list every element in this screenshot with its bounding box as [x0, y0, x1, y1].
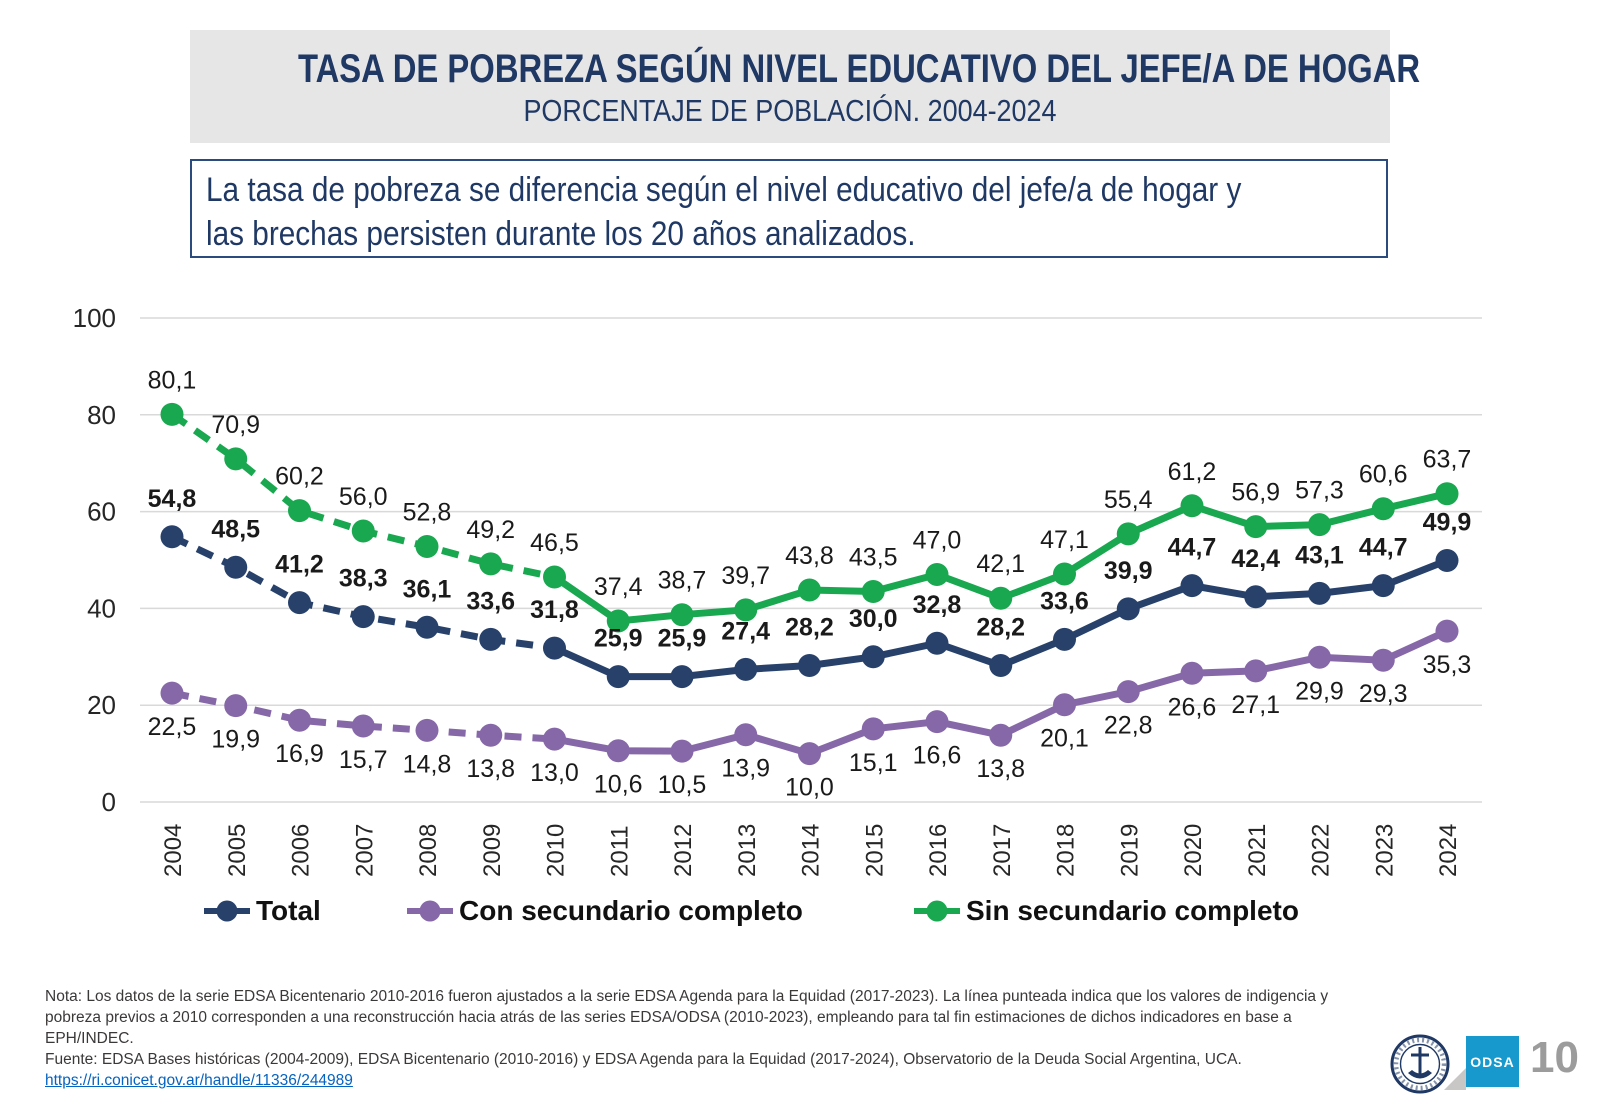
data-label: 36,1 — [402, 575, 452, 604]
data-point — [734, 723, 757, 746]
page-number: 10 — [1530, 1033, 1579, 1082]
x-tick-label: 2009 — [478, 823, 506, 877]
legend-item-con-secundario — [406, 891, 803, 931]
data-label: 27,1 — [1231, 690, 1281, 719]
data-point — [989, 724, 1012, 747]
legend-item-total — [203, 891, 321, 931]
x-tick-label: 2004 — [160, 823, 187, 877]
data-point — [1308, 582, 1331, 605]
data-point — [479, 552, 502, 575]
x-tick-label: 2013 — [733, 823, 761, 877]
y-tick-label: 80 — [87, 399, 116, 430]
x-tick-label: 2016 — [925, 823, 952, 877]
data-label: 49,2 — [466, 515, 516, 544]
data-label: 22,5 — [147, 713, 197, 742]
data-point — [161, 525, 184, 548]
data-label: 44,7 — [1358, 533, 1408, 562]
data-point — [607, 665, 630, 688]
legend-label: Total — [256, 895, 321, 926]
data-label: 10,5 — [657, 771, 707, 800]
page-title: TASA DE POBREZA SEGÚN NIVEL EDUCATIVO DEL JEFE/A DE HOGAR — [298, 47, 1421, 91]
data-point — [862, 717, 885, 740]
data-label: 60,2 — [275, 462, 324, 491]
x-tick-label: 2017 — [988, 823, 1016, 877]
data-point — [224, 694, 247, 717]
data-label: 54,8 — [147, 484, 197, 513]
data-label: 14,8 — [402, 750, 452, 779]
data-label: 32,8 — [912, 591, 962, 620]
data-point — [671, 740, 694, 763]
data-point — [1436, 482, 1459, 505]
x-tick-label: 2012 — [670, 823, 697, 877]
data-label: 39,9 — [1103, 556, 1153, 585]
legend-item-sin-secundario — [913, 891, 1299, 931]
x-tick-label: 2005 — [223, 823, 251, 877]
data-point — [1181, 494, 1204, 517]
data-label: 55,4 — [1103, 485, 1153, 514]
data-label: 33,6 — [1040, 587, 1089, 616]
data-point — [798, 742, 821, 765]
data-point — [1244, 585, 1267, 608]
data-point — [671, 603, 694, 626]
data-point — [1053, 628, 1076, 651]
data-point — [1181, 662, 1204, 685]
data-point — [543, 728, 566, 751]
data-point — [416, 719, 439, 742]
key-message-box — [190, 159, 1388, 258]
data-point — [926, 710, 949, 733]
data-point — [798, 579, 821, 602]
x-tick-label: 2010 — [542, 823, 570, 877]
legend-label: Sin secundario completo — [966, 895, 1299, 926]
data-point — [1372, 649, 1395, 672]
data-point — [607, 739, 630, 762]
data-point — [479, 628, 502, 651]
x-tick-label: 2007 — [351, 823, 379, 877]
x-tick-label: 2023 — [1371, 823, 1399, 877]
data-point — [1053, 693, 1076, 716]
data-point — [543, 565, 566, 588]
odsa-logo-text: ODSA — [1470, 1053, 1515, 1070]
data-point — [671, 665, 694, 688]
data-label: 25,9 — [657, 624, 707, 653]
x-tick-label: 2022 — [1307, 823, 1335, 877]
y-tick-label: 20 — [87, 690, 116, 721]
data-point — [926, 632, 949, 655]
data-label: 43,8 — [785, 542, 834, 571]
data-label: 16,9 — [275, 740, 324, 769]
data-label: 47,1 — [1040, 526, 1089, 555]
x-tick-label: 2008 — [415, 823, 442, 877]
data-point — [1117, 522, 1140, 545]
data-label: 46,5 — [530, 528, 579, 557]
data-point — [1117, 597, 1140, 620]
data-label: 31,8 — [530, 596, 579, 625]
data-label: 15,7 — [338, 746, 388, 775]
data-point — [479, 724, 502, 747]
legend-label: Con secundario completo — [459, 895, 803, 926]
data-label: 38,3 — [338, 564, 388, 593]
data-label: 41,2 — [275, 550, 324, 579]
data-point — [224, 556, 247, 579]
data-point — [352, 715, 375, 738]
data-point — [1308, 513, 1331, 536]
data-point — [352, 605, 375, 628]
data-label: 29,3 — [1358, 680, 1408, 709]
data-label: 49,9 — [1422, 508, 1472, 537]
data-label: 60,6 — [1358, 460, 1408, 489]
data-point — [1053, 563, 1076, 586]
legend-marker-sin-secundario — [913, 899, 961, 923]
data-label: 27,4 — [721, 617, 771, 646]
data-point — [416, 535, 439, 558]
data-point — [798, 654, 821, 677]
data-label: 10,0 — [785, 773, 834, 802]
legend-marker-total — [203, 899, 251, 923]
data-point — [1436, 620, 1459, 643]
x-tick-label: 2018 — [1052, 823, 1080, 877]
data-label: 13,9 — [721, 754, 771, 783]
data-point — [416, 616, 439, 639]
data-point — [1181, 574, 1204, 597]
x-tick-label: 2020 — [1180, 823, 1207, 877]
data-label: 38,7 — [657, 566, 707, 595]
data-label: 70,9 — [211, 410, 261, 439]
data-point — [352, 519, 375, 542]
note-line: pobreza previos a 2010 corresponden a una reconstrucción hacia atrás de las series EDSA/ODSA (2010-2023), empleando para tal fin estimaciones de dichos indicadores en base a — [45, 1009, 1292, 1026]
x-tick-label: 2015 — [861, 823, 889, 877]
note-line: EPH/INDEC. — [45, 1030, 134, 1047]
x-tick-label: 2019 — [1116, 823, 1144, 877]
data-label: 26,6 — [1167, 693, 1217, 722]
x-tick-label: 2011 — [606, 825, 634, 877]
x-tick-label: 2024 — [1435, 823, 1462, 877]
data-label: 61,2 — [1167, 457, 1217, 486]
data-label: 39,7 — [721, 561, 771, 590]
data-point — [288, 591, 311, 614]
data-label: 13,0 — [530, 759, 579, 788]
data-label: 57,3 — [1295, 476, 1344, 505]
data-label: 56,9 — [1231, 478, 1281, 507]
data-point — [926, 563, 949, 586]
data-point — [1372, 574, 1395, 597]
data-label: 43,5 — [848, 543, 898, 572]
data-point — [989, 587, 1012, 610]
x-tick-label: 2014 — [797, 823, 825, 877]
x-tick-label: 2006 — [287, 823, 315, 877]
data-label: 29,9 — [1295, 677, 1344, 706]
data-label: 44,7 — [1167, 533, 1217, 562]
key-message-line: La tasa de pobreza se diferencia según el nivel educativo del jefe/a de hogar y — [206, 171, 1242, 209]
data-label: 28,2 — [785, 613, 834, 642]
data-label: 56,0 — [338, 482, 388, 511]
data-label: 47,0 — [912, 526, 962, 555]
data-point — [1372, 497, 1395, 520]
data-label: 22,8 — [1103, 711, 1153, 740]
data-label: 25,9 — [593, 624, 643, 653]
data-point — [1436, 549, 1459, 572]
data-point — [862, 580, 885, 603]
data-label: 13,8 — [466, 755, 516, 784]
y-tick-label: 60 — [87, 496, 116, 527]
data-point — [1308, 646, 1331, 669]
chart-legend — [0, 891, 1600, 931]
data-point — [1117, 680, 1140, 703]
data-point — [989, 654, 1012, 677]
legend-marker-con-secundario — [406, 899, 454, 923]
y-tick-label: 100 — [72, 303, 116, 333]
odsa-logo — [1466, 1036, 1519, 1087]
data-label: 20,1 — [1040, 724, 1089, 753]
data-label: 80,1 — [147, 366, 197, 395]
y-tick-label: 0 — [101, 787, 116, 817]
page-subtitle: PORCENTAJE DE POBLACIÓN. 2004-2024 — [523, 93, 1057, 128]
source-line: Fuente: EDSA Bases históricas (2004-2009), EDSA Bicentenario (2010-2016) y EDSA Agenda para la Equidad (2017-2024), Observatorio de la Deuda Social Argentina, UCA. — [45, 1051, 1242, 1068]
data-point — [224, 447, 247, 470]
data-label: 63,7 — [1422, 445, 1472, 474]
data-label: 37,4 — [593, 572, 643, 601]
source-link[interactable]: https://ri.conicet.gov.ar/handle/11336/244989 — [45, 1072, 353, 1089]
data-label: 42,4 — [1231, 544, 1281, 573]
data-point — [734, 658, 757, 681]
title-banner — [190, 30, 1421, 143]
note-line: Nota: Los datos de la serie EDSA Bicentenario 2010-2016 fueron ajustados a la serie EDSA Agenda para la Equidad (2017-2023). La línea punteada indica que los valores de indigencia y — [45, 988, 1329, 1005]
data-label: 15,1 — [848, 748, 898, 777]
data-label: 35,3 — [1422, 651, 1472, 680]
data-point — [543, 637, 566, 660]
data-label: 10,6 — [593, 770, 643, 799]
data-point — [1244, 515, 1267, 538]
data-label: 16,6 — [912, 741, 962, 770]
data-label: 19,9 — [211, 725, 261, 754]
data-point — [288, 709, 311, 732]
key-message-line: las brechas persisten durante los 20 años analizados. — [206, 215, 916, 253]
data-label: 28,2 — [976, 613, 1026, 642]
data-point — [288, 499, 311, 522]
data-label: 42,1 — [976, 550, 1026, 579]
data-label: 48,5 — [211, 515, 261, 544]
data-label: 52,8 — [402, 498, 452, 527]
data-label: 43,1 — [1295, 541, 1344, 570]
data-point — [1244, 659, 1267, 682]
data-point — [161, 403, 184, 426]
data-label: 13,8 — [976, 755, 1026, 784]
y-tick-label: 40 — [87, 593, 116, 624]
line-chart — [0, 280, 1600, 900]
data-label: 33,6 — [466, 587, 516, 616]
footnote-block — [45, 986, 1328, 1091]
data-point — [862, 645, 885, 668]
data-point — [161, 682, 184, 705]
x-tick-label: 2021 — [1243, 823, 1271, 877]
data-label: 30,0 — [848, 604, 898, 633]
